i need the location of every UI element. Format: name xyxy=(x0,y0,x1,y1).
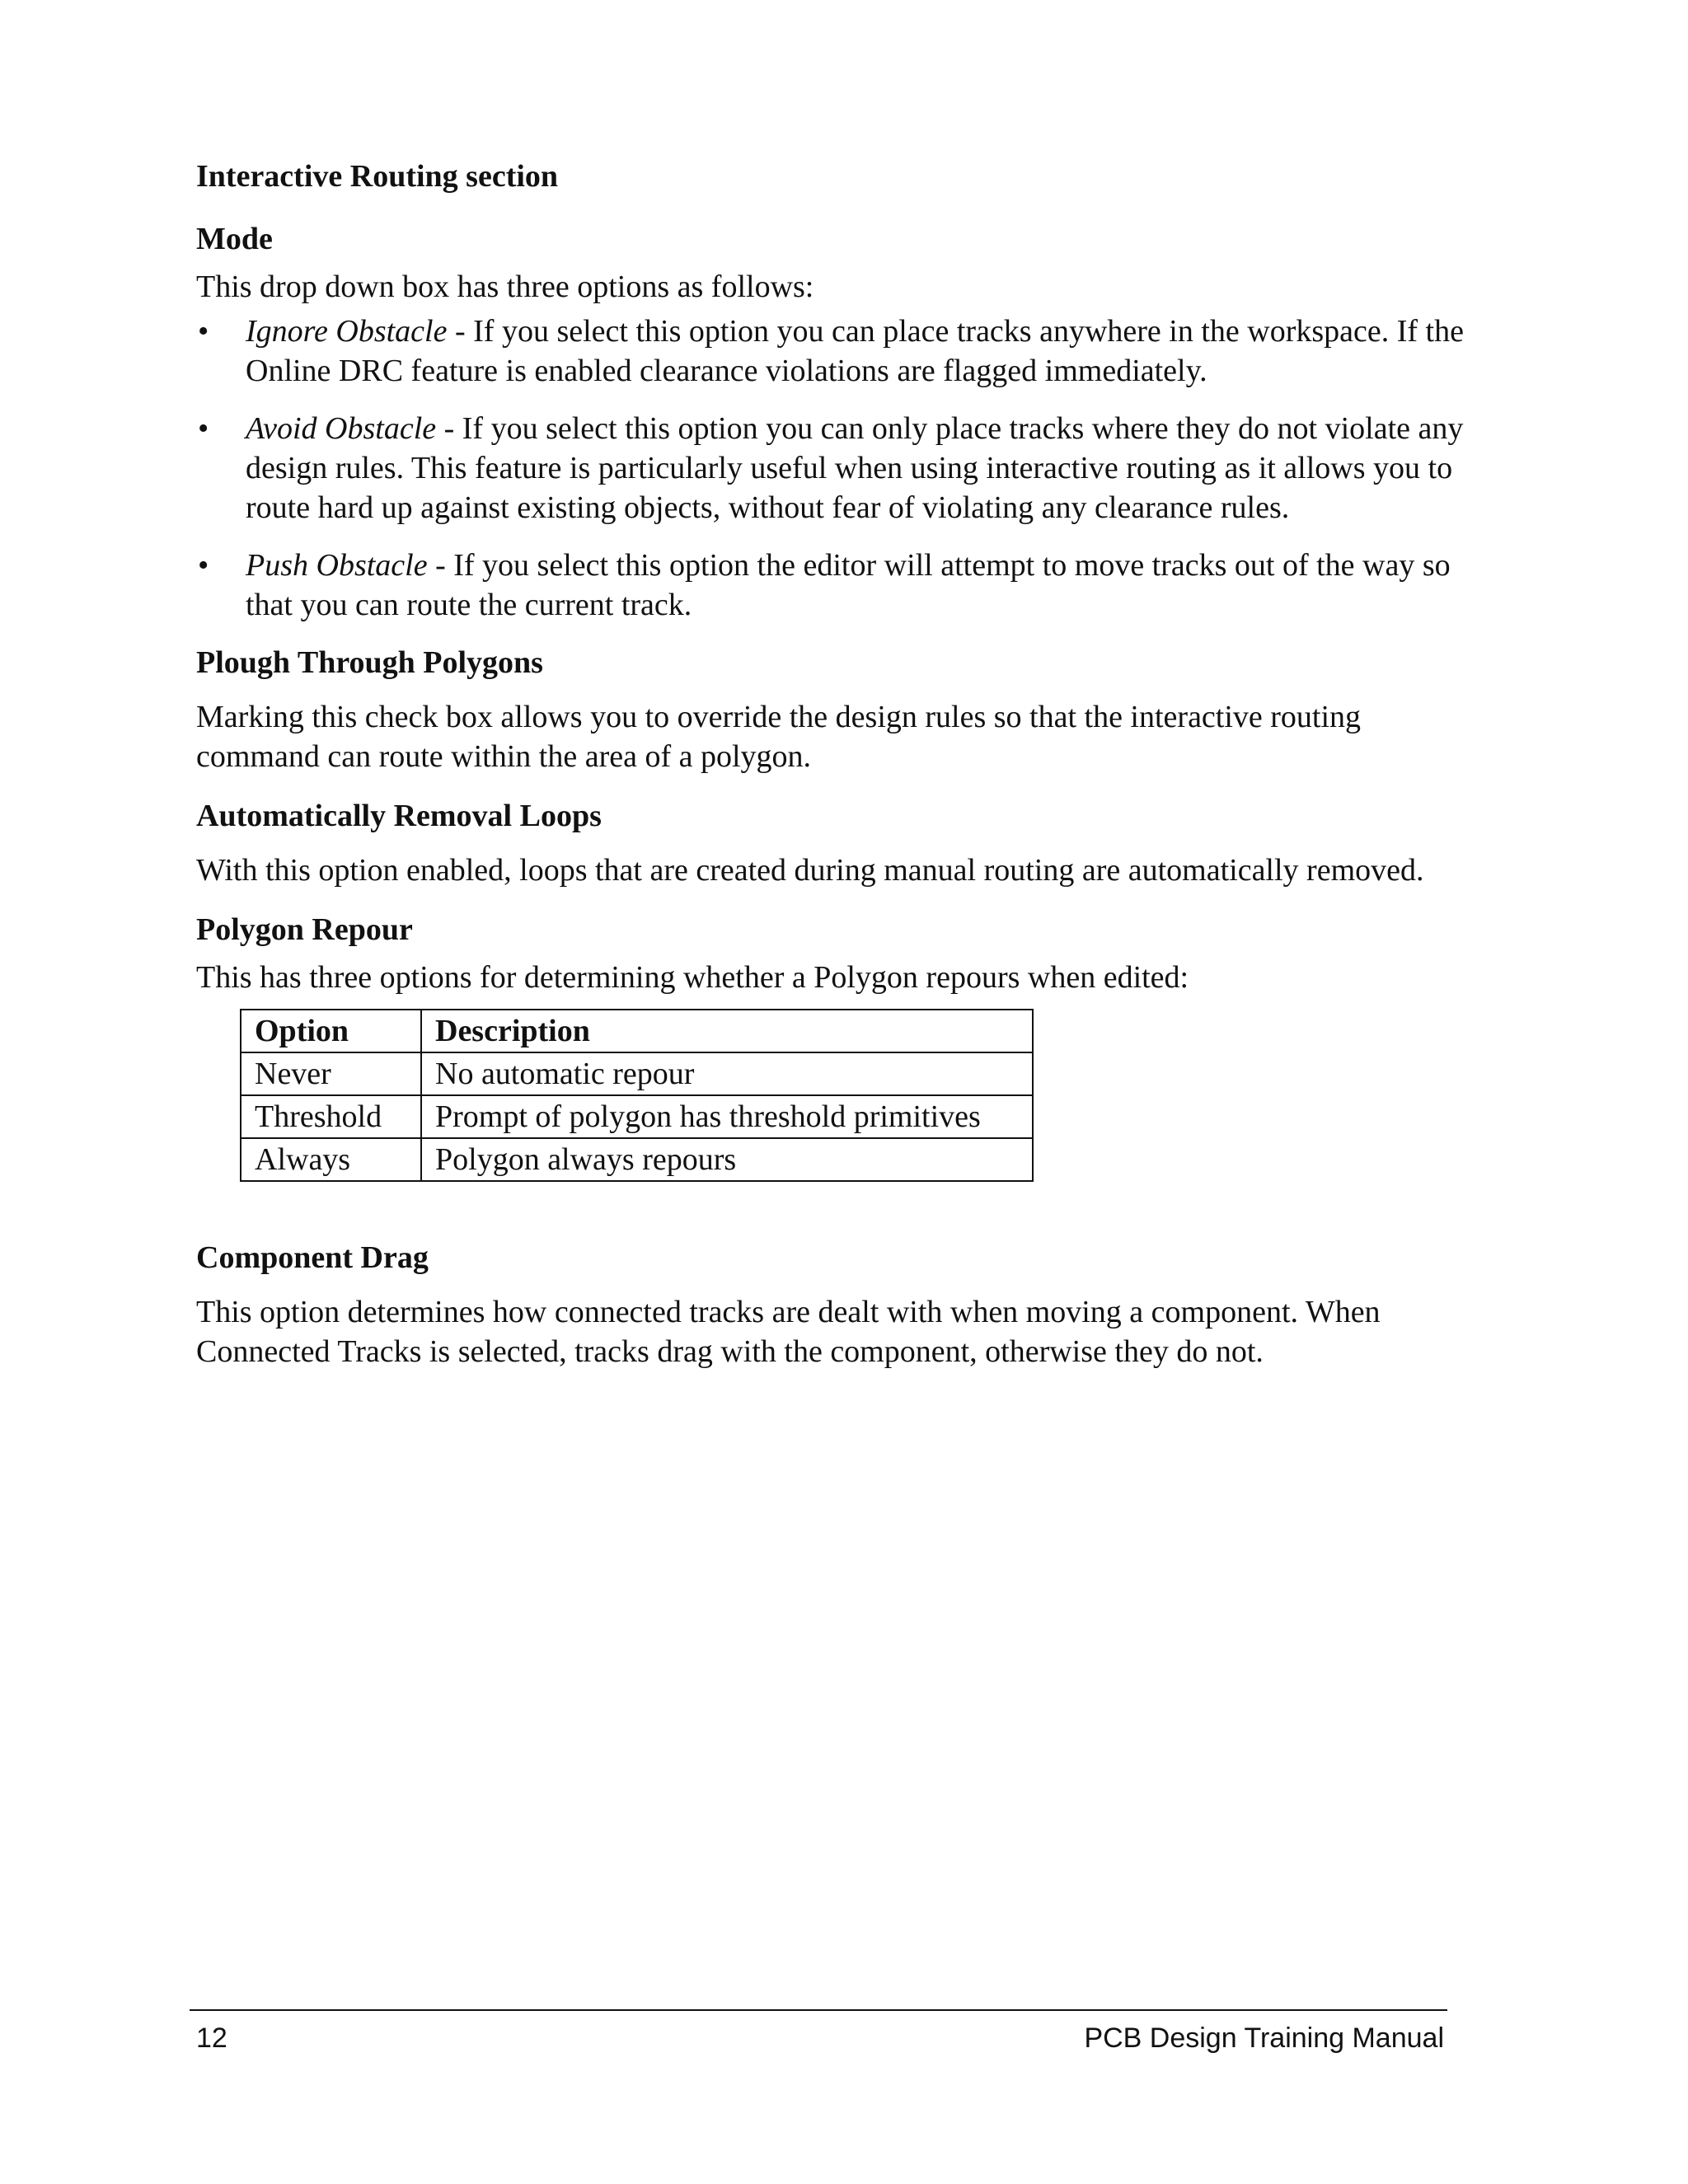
manual-title: PCB Design Training Manual xyxy=(1084,2022,1444,2054)
plough-heading: Plough Through Polygons xyxy=(196,645,543,680)
table-cell-option: Always xyxy=(241,1138,421,1181)
footer-divider xyxy=(190,2009,1447,2011)
option-text: - If you select this option the editor will attempt to move tracks out of the way so that you can route the current track. xyxy=(246,548,1451,622)
bullet-icon: • xyxy=(198,314,209,349)
list-item xyxy=(196,312,1482,391)
drag-body: This option determines how connected tracks are dealt with when moving a component. When Connected Tracks is selected, tracks drag with the component, otherwise they do not. xyxy=(196,1295,1381,1369)
option-name: Avoid Obstacle xyxy=(246,411,437,446)
table-cell-description: Prompt of polygon has threshold primitives xyxy=(421,1095,1033,1138)
list-item xyxy=(196,546,1482,625)
list-item xyxy=(196,409,1482,527)
table-header-description: Description xyxy=(421,1010,1033,1052)
option-name: Push Obstacle xyxy=(246,548,428,583)
table-header-option: Option xyxy=(241,1010,421,1052)
page-content xyxy=(196,157,1482,1371)
page-number: 12 xyxy=(196,2022,227,2054)
bullet-icon: • xyxy=(198,411,209,446)
drag-heading: Component Drag xyxy=(196,1240,429,1275)
table-row xyxy=(241,1052,1033,1095)
option-text: - If you select this option you can place tracks anywhere in the workspace. If the Online DRC feature is enabled clearance violations are flagged immediately. xyxy=(246,314,1464,388)
table-cell-option: Never xyxy=(241,1052,421,1095)
table-row xyxy=(241,1095,1033,1138)
table-cell-description: No automatic repour xyxy=(421,1052,1033,1095)
loops-heading: Automatically Removal Loops xyxy=(196,799,602,833)
mode-intro: This drop down box has three options as follows: xyxy=(196,269,814,304)
bullet-icon: • xyxy=(198,548,209,583)
option-name: Ignore Obstacle xyxy=(246,314,448,349)
repour-options-table xyxy=(240,1009,1034,1182)
mode-options-list xyxy=(196,312,1482,625)
repour-intro: This has three options for determining whether a Polygon repours when edited: xyxy=(196,960,1189,995)
table-row xyxy=(241,1138,1033,1181)
option-text: - If you select this option you can only place tracks where they do not violate any design rules. This feature is particularly useful when using interactive routing as it allows you to route hard up against existing objects, without fear of violating any clearance rules. xyxy=(246,411,1464,525)
table-cell-description: Polygon always repours xyxy=(421,1138,1033,1181)
section-title: Interactive Routing section xyxy=(196,159,559,194)
table-header-row xyxy=(241,1010,1033,1052)
plough-body: Marking this check box allows you to override the design rules so that the interactive routing command can route within the area of a polygon. xyxy=(196,700,1362,774)
loops-body: With this option enabled, loops that are created during manual routing are automatically removed. xyxy=(196,853,1424,888)
mode-heading: Mode xyxy=(196,222,273,256)
repour-heading: Polygon Repour xyxy=(196,912,413,947)
table-cell-option: Threshold xyxy=(241,1095,421,1138)
